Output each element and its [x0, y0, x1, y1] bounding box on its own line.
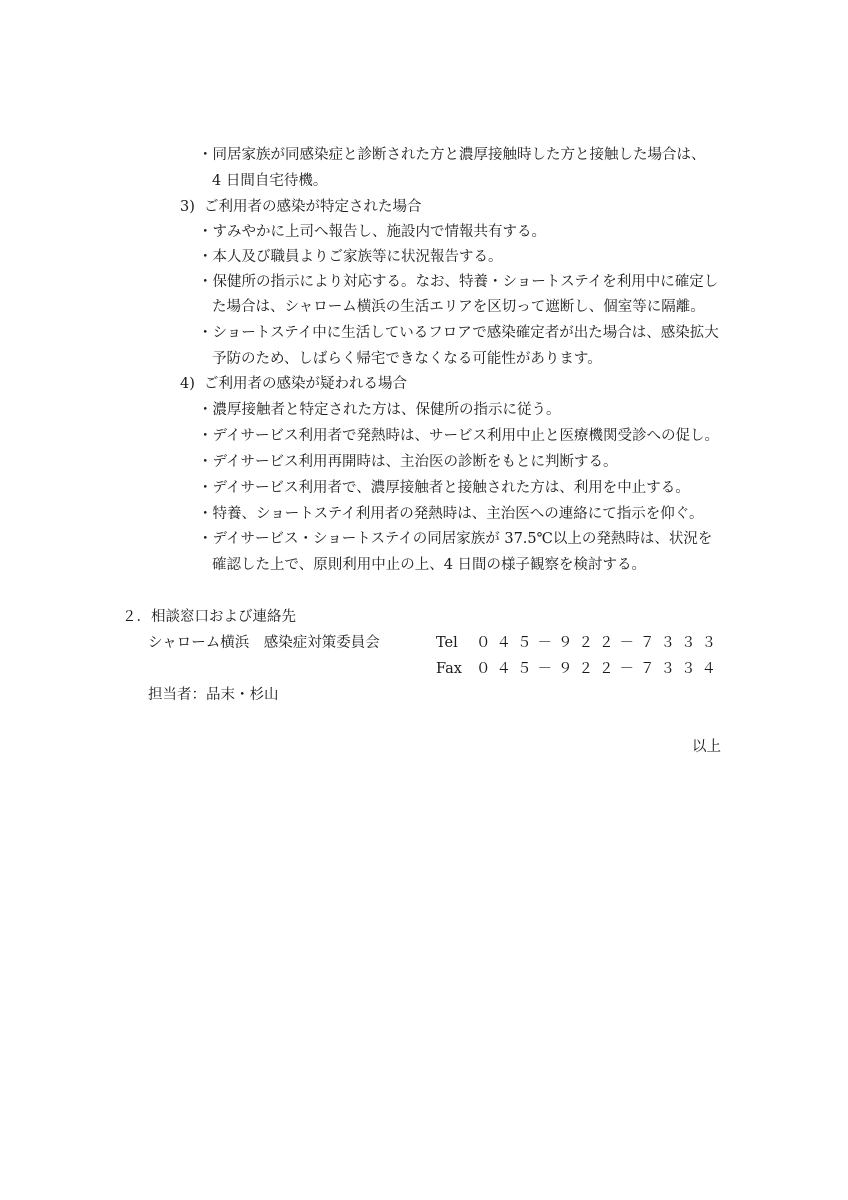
bullet-text: デイサービス利用再開時は、主治医の診断をもとに判断する。 — [212, 454, 618, 470]
bullet-mark: ・ — [198, 454, 213, 470]
fax-number: ０４５－９２２－７３３４ — [476, 661, 722, 677]
section-4-number: 4) — [180, 376, 195, 392]
bullet-line — [198, 426, 719, 446]
bullet-mark: ・ — [198, 480, 213, 496]
bullet-text: デイサービス利用者で発熱時は、サービス利用中止と医療機関受診への促し。 — [212, 428, 719, 444]
tel-number: ０４５－９２２－７３３３ — [476, 635, 722, 651]
bullet-line — [198, 452, 617, 472]
bullet-line — [198, 400, 561, 420]
bullet-mark: ・ — [198, 147, 213, 163]
bullet-mark: ・ — [198, 325, 213, 341]
bullet-line — [198, 504, 703, 524]
section-4-title: ご利用者の感染が疑われる場合 — [204, 376, 407, 392]
bullet-line — [198, 272, 718, 292]
section-3-heading — [180, 197, 422, 217]
bullet-continuation: 4 日間自宅待機。 — [212, 173, 328, 189]
bullet-mark: ・ — [198, 249, 213, 265]
contact-heading: ２．相談窓口および連絡先 — [122, 609, 296, 625]
bullet-text: すみやかに上司へ報告し、施設内で情報共有する。 — [212, 224, 546, 240]
bullet-mark: ・ — [198, 531, 213, 547]
bullet-line — [198, 145, 706, 165]
bullet-text: 本人及び職員よりご家族等に状況報告する。 — [212, 249, 503, 265]
bullet-text: 濃厚接触者と特定された方は、保健所の指示に従う。 — [212, 402, 561, 418]
bullet-mark: ・ — [198, 402, 213, 418]
bullet-text: デイサービス利用者で、濃厚接触者と接触された方は、利用を中止する。 — [212, 480, 690, 496]
bullet-line — [198, 478, 690, 498]
bullet-line — [198, 323, 719, 343]
section-3-title: ご利用者の感染が特定された場合 — [204, 199, 422, 215]
bullet-line — [198, 247, 503, 267]
section-4-heading — [180, 374, 407, 394]
bullet-text: 特養、ショートステイ利用者の発熱時は、主治医への連絡にて指示を仰ぐ。 — [212, 506, 704, 522]
bullet-line — [198, 222, 546, 242]
bullet-mark: ・ — [198, 428, 213, 444]
bullet-mark: ・ — [198, 506, 213, 522]
bullet-continuation: 確認した上で、原則利用中止の上、4 日間の様子観察を検討する。 — [212, 557, 647, 573]
bullet-text: デイサービス・ショートステイの同居家族が 37.5℃以上の発熱時は、状況を — [212, 531, 713, 547]
closing-mark: 以上 — [692, 739, 721, 755]
bullet-mark: ・ — [198, 274, 213, 290]
section-3-number: 3) — [180, 199, 195, 215]
bullet-mark: ・ — [198, 224, 213, 240]
bullet-text: 保健所の指示により対応する。なお、特養・ショートステイを利用中に確定し — [212, 274, 719, 290]
bullet-continuation: た場合は、シャローム横浜の生活エリアを区切って遮断し、個室等に隔離。 — [212, 299, 705, 315]
contact-organization: シャローム横浜 感染症対策委員会 — [148, 635, 380, 651]
bullet-continuation: 予防のため、しばらく帰宅できなくなる可能性があります。 — [212, 351, 602, 367]
bullet-text: 同居家族が同感染症と診断された方と濃厚接触時した方と接触した場合は、 — [212, 147, 706, 163]
fax-label: Fax — [436, 661, 462, 677]
tel-label: Tel — [436, 635, 458, 651]
contact-person: 担当者：品末・杉山 — [148, 687, 279, 703]
bullet-text: ショートステイ中に生活しているフロアで感染確定者が出た場合は、感染拡大 — [212, 325, 719, 341]
bullet-line — [198, 529, 712, 549]
